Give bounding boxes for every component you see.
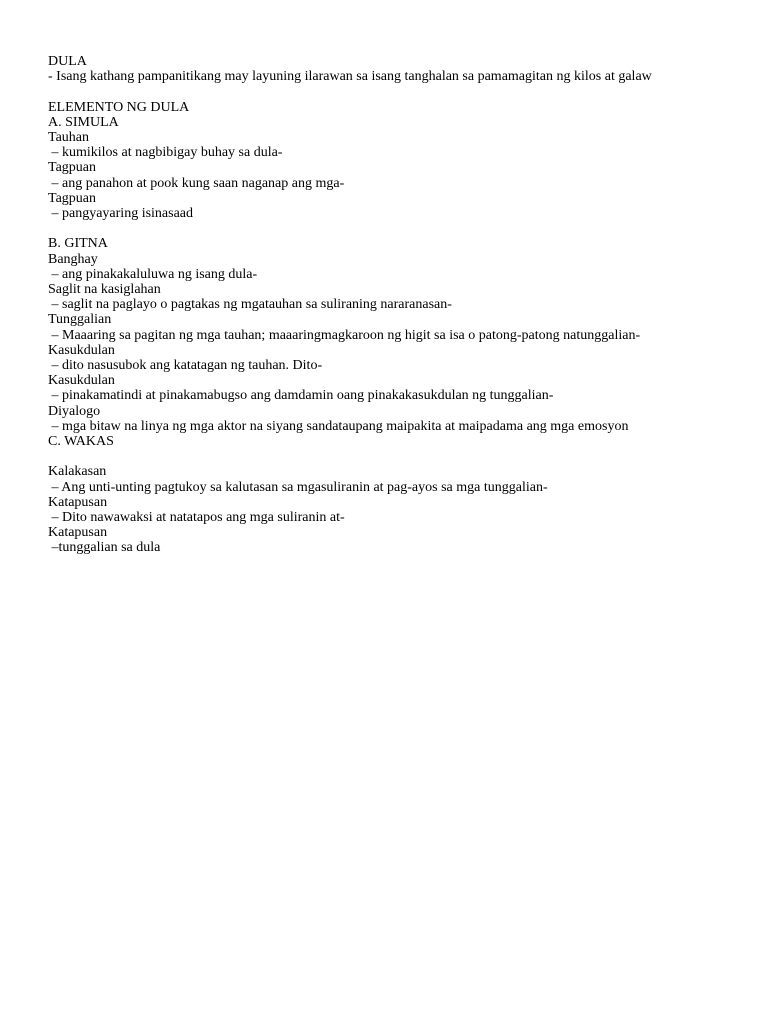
document-page bbox=[48, 54, 720, 556]
term-definition: – Maaaring sa pagitan ng mga tauhan; maaaringmagkaroon ng higit sa isa o patong-patong natunggalian- bbox=[48, 327, 641, 343]
term-definition: – Ang unti-unting pagtukoy sa kalutasan sa mgasuliranin at pag-ayos sa mga tunggalian- bbox=[48, 479, 548, 495]
term-definition: – Dito nawawaksi at natatapos ang mga suliranin at- bbox=[48, 510, 345, 526]
section-heading-simula: A. SIMULA bbox=[48, 114, 119, 130]
definition-text: - Isang kathang pampanitikang may layuning ilarawan sa isang tanghalan sa pamamagitan ng kilos at galaw bbox=[48, 69, 652, 85]
term-label: Katapusan bbox=[48, 525, 108, 541]
term-label: Kalakasan bbox=[48, 464, 107, 480]
blank-line bbox=[48, 449, 720, 464]
document-title: DULA bbox=[48, 54, 87, 69]
term-label: Diyalogo bbox=[48, 403, 101, 419]
term-label: Tunggalian bbox=[48, 312, 112, 328]
term-label: Tagpuan bbox=[48, 190, 97, 206]
term-definition: – dito nasusubok ang katatagan ng tauhan. Dito- bbox=[48, 358, 323, 374]
term-definition: –tunggalian sa dula bbox=[48, 540, 161, 556]
term-definition: – saglit na paglayo o pagtakas ng mgatauhan sa suliraning nararanasan- bbox=[48, 297, 452, 313]
term-label: Kasukdulan bbox=[48, 373, 115, 389]
section-heading-gitna: B. GITNA bbox=[48, 236, 108, 252]
term-definition: – mga bitaw na linya ng mga aktor na siyang sandataupang maipakita at maipadama ang mga emosyon bbox=[48, 418, 629, 434]
term-label: Tauhan bbox=[48, 130, 90, 145]
term-label: Katapusan bbox=[48, 494, 108, 510]
term-definition: – ang pinakakaluluwa ng isang dula- bbox=[48, 266, 258, 282]
term-definition: – pangyayaring isinasaad bbox=[48, 206, 194, 222]
spacer bbox=[48, 84, 720, 99]
term-label: Tagpuan bbox=[48, 160, 97, 176]
term-definition: – kumikilos at nagbibigay buhay sa dula- bbox=[48, 145, 283, 161]
term-definition: – ang panahon at pook kung saan naganap ang mga- bbox=[48, 175, 345, 191]
spacer bbox=[48, 221, 720, 236]
term-label: Kasukdulan bbox=[48, 342, 115, 358]
term-label: Saglit na kasiglahan bbox=[48, 282, 161, 298]
section-heading-wakas: C. WAKAS bbox=[48, 434, 114, 450]
term-definition: – pinakamatindi at pinakamabugso ang damdamin oang pinakakasukdulan ng tunggalian- bbox=[48, 388, 554, 404]
term-label: Banghay bbox=[48, 251, 98, 267]
elements-heading: ELEMENTO NG DULA bbox=[48, 99, 190, 115]
